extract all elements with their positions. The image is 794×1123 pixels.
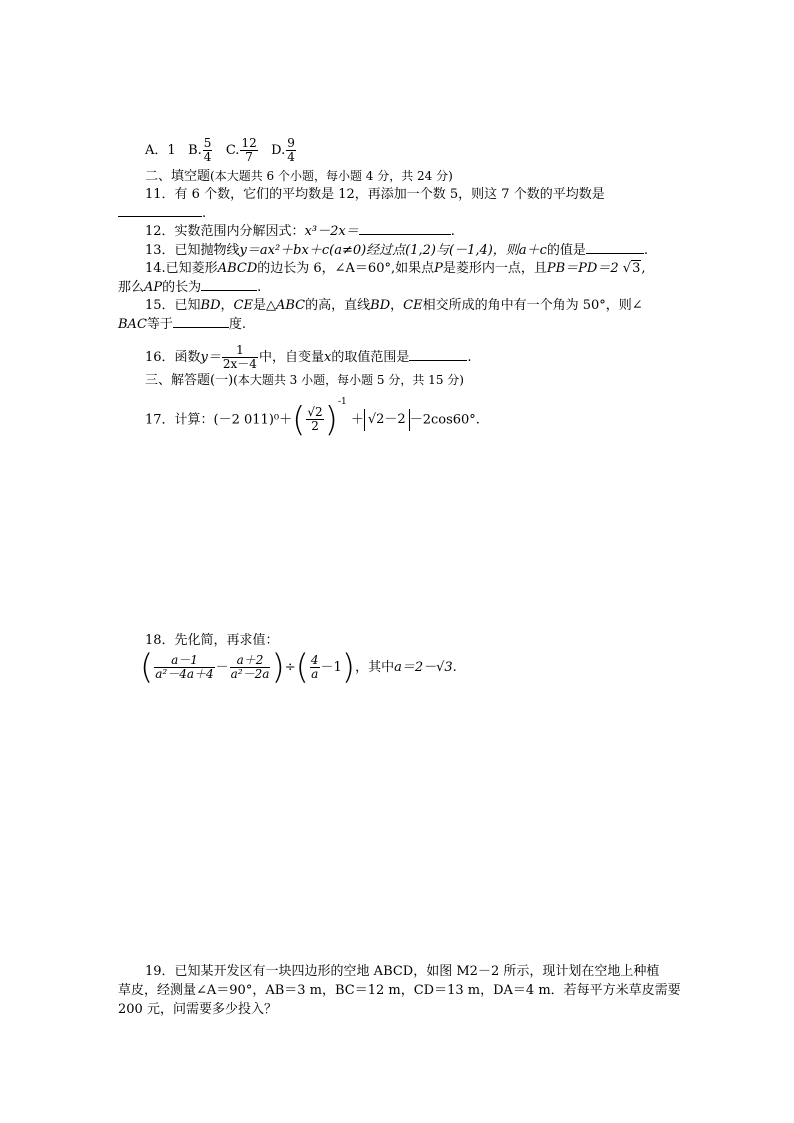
q14-p: P xyxy=(434,261,443,276)
question-16 xyxy=(145,344,471,371)
question-14-line-2 xyxy=(118,278,261,297)
question-12-text: 12．实数范围内分解因式： xyxy=(145,224,305,239)
q15-tail: 的高，直线 xyxy=(305,298,371,313)
q15-bd2: BD xyxy=(370,298,391,313)
q13-end: . xyxy=(643,243,649,258)
question-15-line-2 xyxy=(118,315,246,334)
q10-options xyxy=(145,137,297,164)
q18-where: ，其中 xyxy=(355,660,395,675)
question-18-line-1 xyxy=(145,632,279,650)
question-14-line-1 xyxy=(145,260,645,278)
q17-plus: ＋ xyxy=(350,412,364,428)
q16-fraction: $\frac{1}{2x-4}$ xyxy=(222,343,257,371)
option-a: A．1 xyxy=(145,143,176,158)
q17-fraction: $\frac{√2}{2}$ xyxy=(307,405,323,434)
section-3-heading xyxy=(145,371,464,390)
q18-condition: a＝2－√3. xyxy=(394,660,457,675)
answer-blank-13[interactable] xyxy=(586,241,644,254)
question-19-line-3 xyxy=(118,1001,277,1019)
q14-ap: AP xyxy=(144,280,163,295)
q18-fraction-1: $\frac{a-1}{\text{a²－4a＋4}}$ xyxy=(155,653,214,681)
q18-fraction-3: $\frac{4}{a}$ xyxy=(310,653,319,681)
q15-mid: 是△ xyxy=(252,298,276,313)
question-13-expr: y＝ax²＋bx＋c(a≠0)经过点(1,2)与(－1,4)，则 xyxy=(239,243,519,258)
q16-end: . xyxy=(467,350,472,365)
q18-divide: ÷ xyxy=(284,660,296,675)
q19-text-3: 200 元，问需要多少投入？ xyxy=(118,1002,277,1017)
q15-text-b: 等于 xyxy=(146,317,173,332)
q15-comma2: ， xyxy=(390,298,404,313)
q18-minus: － xyxy=(215,660,229,675)
question-11-text: 11．有 6 个数，它们的平均数是 12，再添加一个数 5，则这 7 个数的平均数是 xyxy=(145,187,605,202)
section-3-title: 三、解答题(一) xyxy=(145,373,234,388)
q15-bac: BAC xyxy=(118,317,147,332)
q14-text-a: 14.已知菱形 xyxy=(145,261,218,276)
q16-tail: 中，自变量 xyxy=(258,350,324,365)
question-11-answer-line xyxy=(118,204,206,223)
question-13-expr2: a＋c xyxy=(518,243,547,258)
q15-ce2: CE xyxy=(403,298,423,313)
sqrt-3: √3 xyxy=(622,261,641,276)
q17-prefix: 17．计算：(－2 011)⁰＋ xyxy=(145,412,293,428)
answer-blank-15[interactable] xyxy=(173,315,229,328)
q15-tail2: 相交所成的角中有一个角为 50°，则∠ xyxy=(422,298,643,313)
q15-ce: CE xyxy=(233,298,253,313)
q15-text-c: 度. xyxy=(228,317,247,332)
section-3-note: (本大题共 3 小题，每小题 5 分，共 15 分) xyxy=(233,373,464,387)
question-12 xyxy=(145,222,455,241)
answer-blank-11[interactable] xyxy=(118,204,202,217)
question-13-tail: 的值是 xyxy=(546,243,586,258)
q16-tail2: 的取值范围是 xyxy=(331,350,410,365)
question-13 xyxy=(145,241,648,260)
q15-bd: BD xyxy=(200,298,221,313)
q17-exponent: -1 xyxy=(337,397,347,407)
option-c-fraction: $\frac{12}{7}$ xyxy=(241,136,257,164)
question-13-text: 13．已知抛物线 xyxy=(145,243,240,258)
question-19-line-1 xyxy=(145,963,659,981)
answer-blank-12[interactable] xyxy=(359,222,451,235)
q15-comma: ， xyxy=(220,298,234,313)
q14-text-b: 的边长为 6，∠A＝60°,如果点 xyxy=(257,261,435,276)
option-d-fraction: $\frac{9}{4}$ xyxy=(287,136,295,164)
section-2-heading xyxy=(145,167,453,186)
question-17: 17．计算：(－2 011)⁰＋( $\frac{√2}{2}$ )$^{-1}$ ＋ √2－2 －2cos60°. xyxy=(145,397,480,440)
section-2-title: 二、填空题 xyxy=(145,169,211,184)
q16-y: y＝ xyxy=(200,350,221,365)
option-c-prefix: C. xyxy=(225,143,240,158)
section-2-note: (本大题共 6 个小题，每小题 4 分，共 24 分) xyxy=(210,169,453,183)
option-d-prefix: D. xyxy=(271,143,286,158)
q11-end: . xyxy=(202,206,207,221)
answer-blank-14[interactable] xyxy=(201,278,257,291)
q17-tail: －2cos60°. xyxy=(409,412,480,428)
q19-text-1: 19．已知某开发区有一块四边形的空地 ABCD，如图 M2－2 所示，现计划在空地上种植 xyxy=(145,964,660,979)
q18-text: 18．先化简，再求值： xyxy=(145,633,279,648)
q12-end: . xyxy=(450,224,455,239)
q14-text-e: 的长为 xyxy=(162,280,202,295)
question-11 xyxy=(145,186,605,204)
q14-abcd: ABCD xyxy=(217,261,258,276)
question-18-expression: ( $\frac{a-1}{\text{a²－4a＋4}}$ － $\frac{a+2}{\text{a²－2a}}$ )÷( $\frac{4}{a}$ －1)，其中a＝2－√3. xyxy=(140,647,457,688)
q19-text-2: 草皮，经测量∠A＝90°，AB＝3 m，BC＝12 m，CD＝13 m，DA＝4 m．若每平方米草皮需要 xyxy=(118,983,681,998)
q18-minus-one: －1 xyxy=(320,660,342,675)
q14-pbpd: PB＝PD＝2 xyxy=(546,261,619,276)
q16-x: x xyxy=(323,350,332,365)
q14-text-c: 是菱形内一点，且 xyxy=(442,261,547,276)
q15-text-a: 15．已知 xyxy=(145,298,201,313)
option-b-prefix: B. xyxy=(188,143,202,158)
q15-abc: ABC xyxy=(275,298,306,313)
q14-end2: . xyxy=(257,280,262,295)
q14-end1: , xyxy=(641,261,646,276)
question-15-line-1 xyxy=(145,297,643,315)
q18-fraction-2: $\frac{a+2}{\text{a²－2a}}$ xyxy=(230,653,270,681)
question-12-expr: x³－2x＝ xyxy=(304,224,359,239)
question-19-line-2 xyxy=(118,982,681,1000)
q17-abs: √2－2 xyxy=(364,409,410,431)
answer-blank-16[interactable] xyxy=(409,348,467,361)
option-b-fraction: $\frac{5}{4}$ xyxy=(203,136,212,164)
q14-text-d: 那么 xyxy=(118,280,145,295)
q16-text: 16．函数 xyxy=(145,350,201,365)
